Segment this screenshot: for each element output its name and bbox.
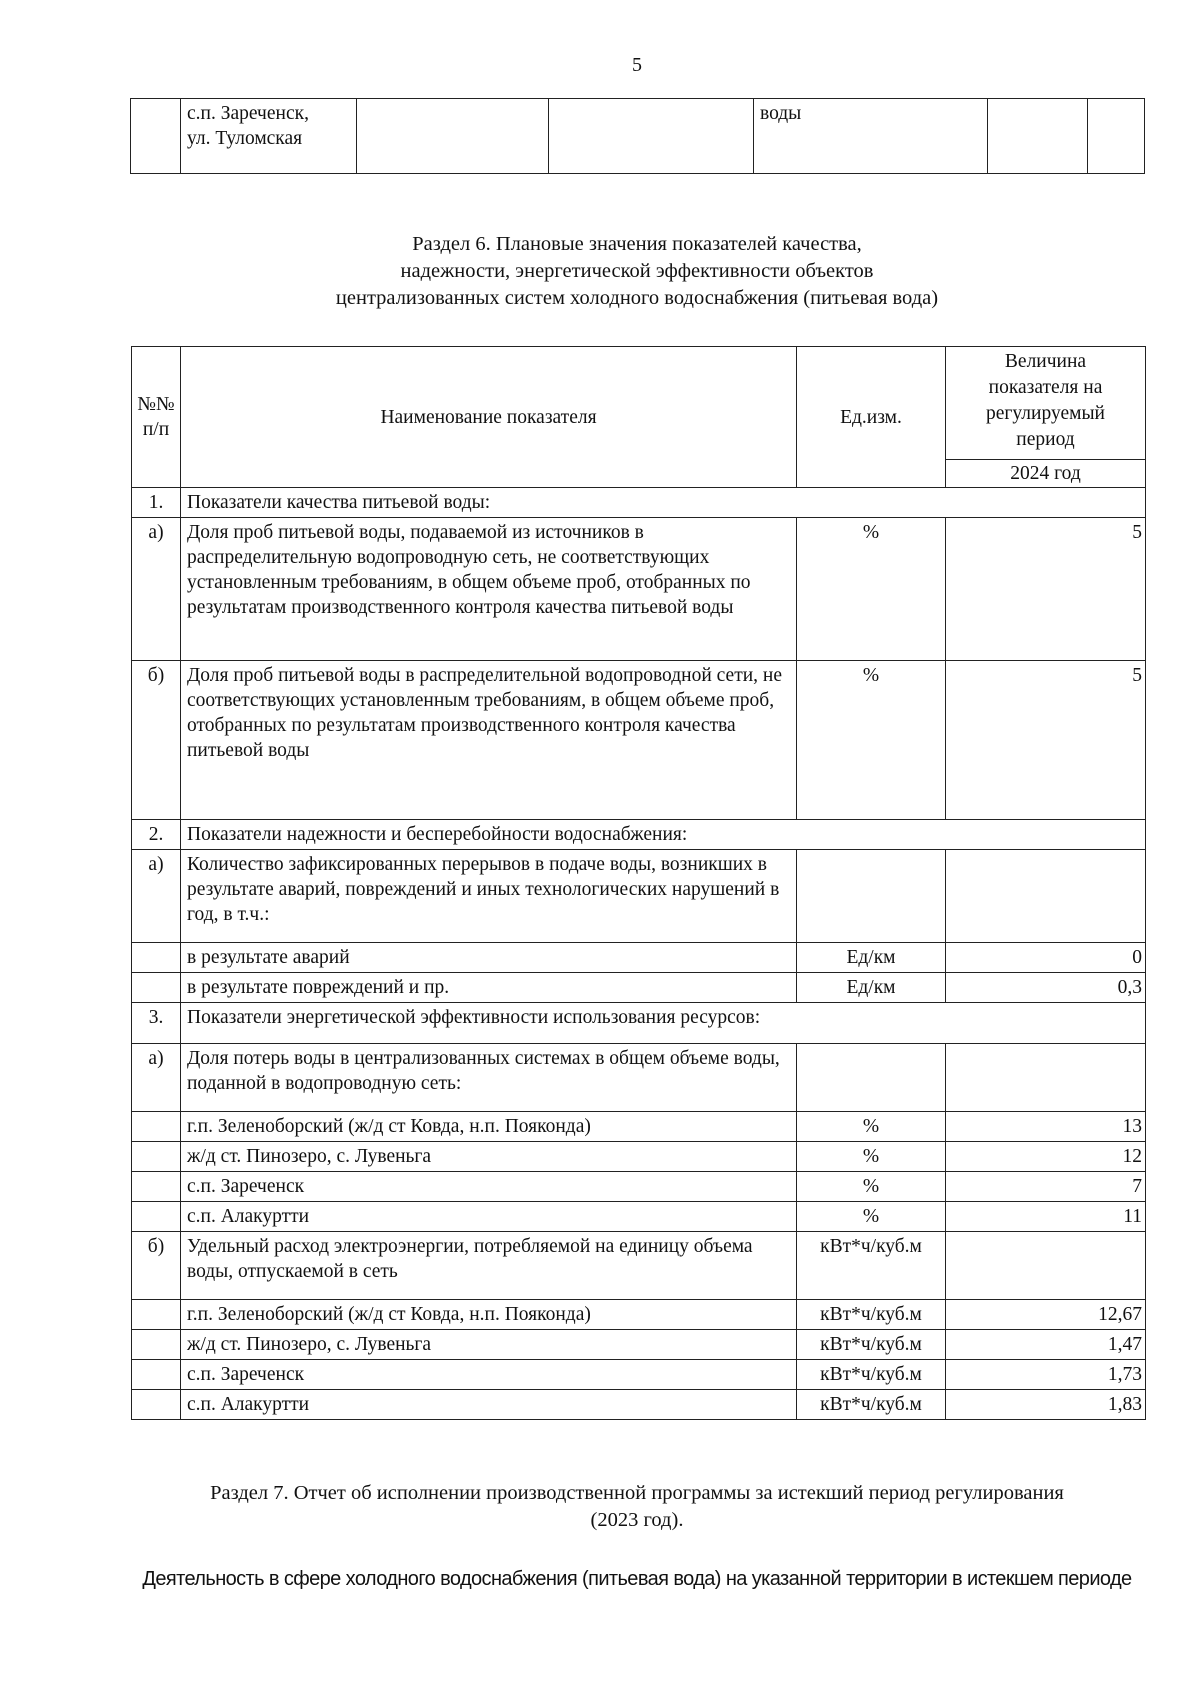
table-row: г.п. Зеленоборский (ж/д ст Ковда, н.п. Пояконда) % 13	[132, 1112, 1146, 1142]
table-row: в результате повреждений и пр. Ед/км 0,3	[132, 973, 1146, 1003]
continuation-table	[130, 98, 1145, 174]
table-row: ж/д ст. Пинозеро, с. Лувеньга кВт*ч/куб.м 1,47	[132, 1330, 1146, 1360]
table-row: а) Доля потерь воды в централизованных системах в общем объеме воды, поданной в водопроводную сеть:	[132, 1044, 1146, 1112]
indicators-table	[131, 346, 1146, 1420]
table-row: с.п. Зареченск кВт*ч/куб.м 1,73	[132, 1360, 1146, 1390]
table-row: 1. Показатели качества питьевой воды:	[132, 488, 1146, 518]
table-row: ж/д ст. Пинозеро, с. Лувеньга % 12	[132, 1142, 1146, 1172]
table-row: с.п. Алакуртти % 11	[132, 1202, 1146, 1232]
header-row	[132, 347, 1146, 460]
location-line: с.п. Зареченск,	[187, 103, 309, 124]
table-row	[131, 99, 1145, 174]
table-row: 2. Показатели надежности и бесперебойности водоснабжения:	[132, 820, 1146, 850]
table-row: 3. Показатели энергетической эффективности использования ресурсов:	[132, 1003, 1146, 1044]
section7-title: Раздел 7. Отчет об исполнении производственной программы за истекший период регулирования (2023 год).	[210, 1482, 1064, 1531]
header-value: Величина показателя на регулируемый период	[946, 347, 1146, 460]
section6-title: Раздел 6. Плановые значения показателей качества, надежности, энергетической эффективности объектов централизованных систем холодного водоснабжения (питьевая вода)	[335, 233, 939, 309]
table-row: б) Удельный расход электроэнергии, потребляемой на единицу объема воды, отпускаемой в сеть кВт*ч/куб.м	[132, 1232, 1146, 1300]
page-number: 5	[632, 54, 642, 76]
location-line: ул. Туломская	[187, 128, 303, 149]
table-row: в результате аварий Ед/км 0	[132, 943, 1146, 973]
header-unit: Ед.изм.	[797, 347, 946, 488]
location-cell	[181, 99, 357, 174]
table-row: б) Доля проб питьевой воды в распределительной водопроводной сети, не соответствующих установленным требованиям, в общем объеме проб, отобранных по результатам производственного контроля качества питьевой воды % 5	[132, 661, 1146, 820]
table-row: а) Количество зафиксированных перерывов в подаче воды, возникших в результате аварий, повреждений и иных технологических нарушений в год, в т.ч.:	[132, 850, 1146, 943]
table-row: с.п. Алакуртти кВт*ч/куб.м 1,83	[132, 1390, 1146, 1420]
header-num: №№ п/п	[132, 347, 181, 488]
section7-note: Деятельность в сфере холодного водоснабжения (питьевая вода) на указанной территории в истекшем периоде	[142, 1568, 1132, 1590]
header-name: Наименование показателя	[181, 347, 797, 488]
table-row: г.п. Зеленоборский (ж/д ст Ковда, н.п. Пояконда) кВт*ч/куб.м 12,67	[132, 1300, 1146, 1330]
table-row: а) Доля проб питьевой воды, подаваемой из источников в распределительную водопроводную сеть, не соответствующих установленным требованиям, в общем объеме проб, отобранных по результатам производственного контроля качества питьевой воды % 5	[132, 518, 1146, 661]
note-cell: воды	[754, 99, 988, 174]
header-year: 2024 год	[946, 460, 1146, 488]
table-row: с.п. Зареченск % 7	[132, 1172, 1146, 1202]
